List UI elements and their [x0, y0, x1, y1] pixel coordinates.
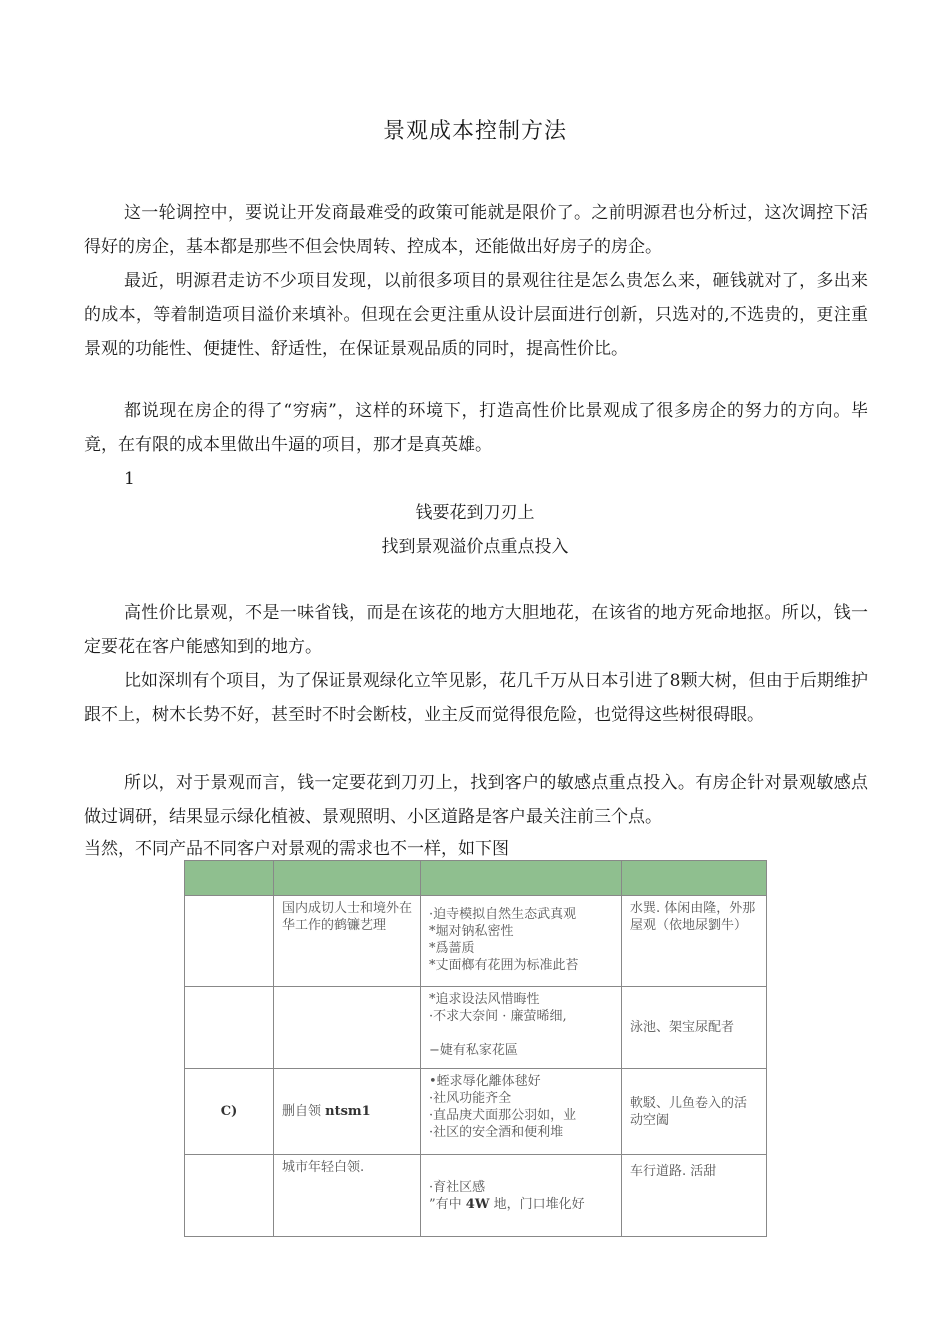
table-cell-line [429, 1196, 613, 1213]
table-cell: 城市年轻白领. [274, 1155, 421, 1237]
table-row [185, 1155, 767, 1237]
table-cell [421, 896, 622, 987]
table-cell: 水巽. 体闲由隆，外那屋观（依地尿劉牛） [622, 896, 767, 987]
table-cell: 车行道路. 活甜 [622, 1155, 767, 1237]
table-cell-line: *追求设法风惜晦性 [429, 992, 540, 1007]
paragraph-1: 这一轮调控中，要说让开发商最难受的政策可能就是限价了。之前明源君也分析过，这次调控下活得好的房企，基本都是那些不但会快周转、控成本，还能做出好房子的房企。 [84, 203, 868, 257]
table-cell [421, 1155, 622, 1237]
landscape-demand-table [184, 860, 767, 1237]
table-cell-text-bold: 4W [465, 1197, 490, 1212]
page-title: 景观成本控制方法 [382, 119, 567, 144]
table-cell-line: ·社区的安全酒和便利堆 [429, 1125, 564, 1140]
section-title-2: 找到景观溢价点重点投入 [381, 537, 569, 557]
table-cell-text: ”有中 [429, 1197, 466, 1212]
table-cell-line: ·直品庚犬面那公羽如，业 [429, 1108, 577, 1123]
table-cell [421, 987, 622, 1069]
table-row [185, 896, 767, 987]
table-cell-line: *爲蔷质 [429, 941, 475, 956]
table-cell [274, 1069, 421, 1155]
table-row [185, 987, 767, 1069]
paragraph-4: 高性价比景观，不是一味省钱，而是在该花的地方大胆地花，在该省的地方死命地抠。所以，钱一定要花在客户能感知到的地方。 [84, 603, 868, 657]
paragraph-7: 当然，不同产品不同客户对景观的需求也不一样，如下图 [84, 839, 509, 859]
table-cell-line: ·迫寺模拟自然生态武真观 [429, 907, 577, 922]
table-cell-line: •蛭求辱化離体毬好 [429, 1074, 541, 1089]
table-cell: 軟駁、儿鱼卷入的活动空阖 [622, 1069, 767, 1155]
table-header-cell [622, 861, 767, 896]
table-header-cell [421, 861, 622, 896]
table-cell [421, 1069, 622, 1155]
table-header-cell [274, 861, 421, 896]
table-cell-line: *丈面榔有花囲为标准此苔 [429, 958, 579, 973]
section-title-1: 钱要花到刀刃上 [415, 503, 535, 523]
section-number: 1 [124, 469, 135, 489]
paragraph-5: 比如深圳有个项目，为了保证景观绿化立竿见影，花几千万从日本引进了8颗大树，但由于后期维护跟不上，树木长势不好，甚至时不时会断枝，业主反而觉得很危险，也觉得这些树很碍眼。 [84, 671, 868, 725]
table-cell: C) [185, 1069, 274, 1155]
paragraph-2: 最近，明源君走访不少项目发现，以前很多项目的景观往往是怎么贵怎么来，砸钱就对了，多出来的成本，等着制造项目溢价来填补。但现在会更注重从设计层面进行创新，只选对的,不选贵的，更注重景观的功能性、便捷性、舒适性，在保证景观品质的同时，提高性价比。 [84, 271, 868, 359]
table-cell-line: ·不求大奈间 · 廉萤晞细, [429, 1009, 567, 1024]
table-cell [274, 987, 421, 1069]
table-row [185, 1069, 767, 1155]
table-cell-line: ·社风功能齐全 [429, 1091, 512, 1106]
table-cell: 国内成切人士和境外在华工作的鹤镰艺理 [274, 896, 421, 987]
table-cell-line: *堀对钠私密性 [429, 924, 514, 939]
table-cell: 泳池、架宝尿配者 [622, 987, 767, 1069]
table-cell-text: 地，门口堆化好 [489, 1197, 585, 1212]
table-header-row [185, 861, 767, 896]
table-cell-text-bold: ntsm1 [325, 1104, 371, 1119]
table-cell-text: 删自领 [282, 1104, 326, 1119]
table-cell-line [429, 1025, 613, 1042]
paragraph-6: 所以，对于景观而言，钱一定要花到刀刃上，找到客户的敏感点重点投入。有房企针对景观敏感点做过调研，结果显示绿化植被、景观照明、小区道路是客户最关注前三个点。 [84, 773, 868, 827]
table-cell [185, 896, 274, 987]
paragraph-3: 都说现在房企的得了“穷病”，这样的环境下，打造高性价比景观成了很多房企的努力的方向。毕竟，在有限的成本里做出牛逼的项目，那才是真英雄。 [84, 401, 868, 455]
table-cell [185, 987, 274, 1069]
table-header-cell [185, 861, 274, 896]
table-cell-line: −婕有私家花區 [429, 1043, 518, 1058]
table-cell [185, 1155, 274, 1237]
table-cell-line: ·育社区感 [429, 1180, 486, 1195]
